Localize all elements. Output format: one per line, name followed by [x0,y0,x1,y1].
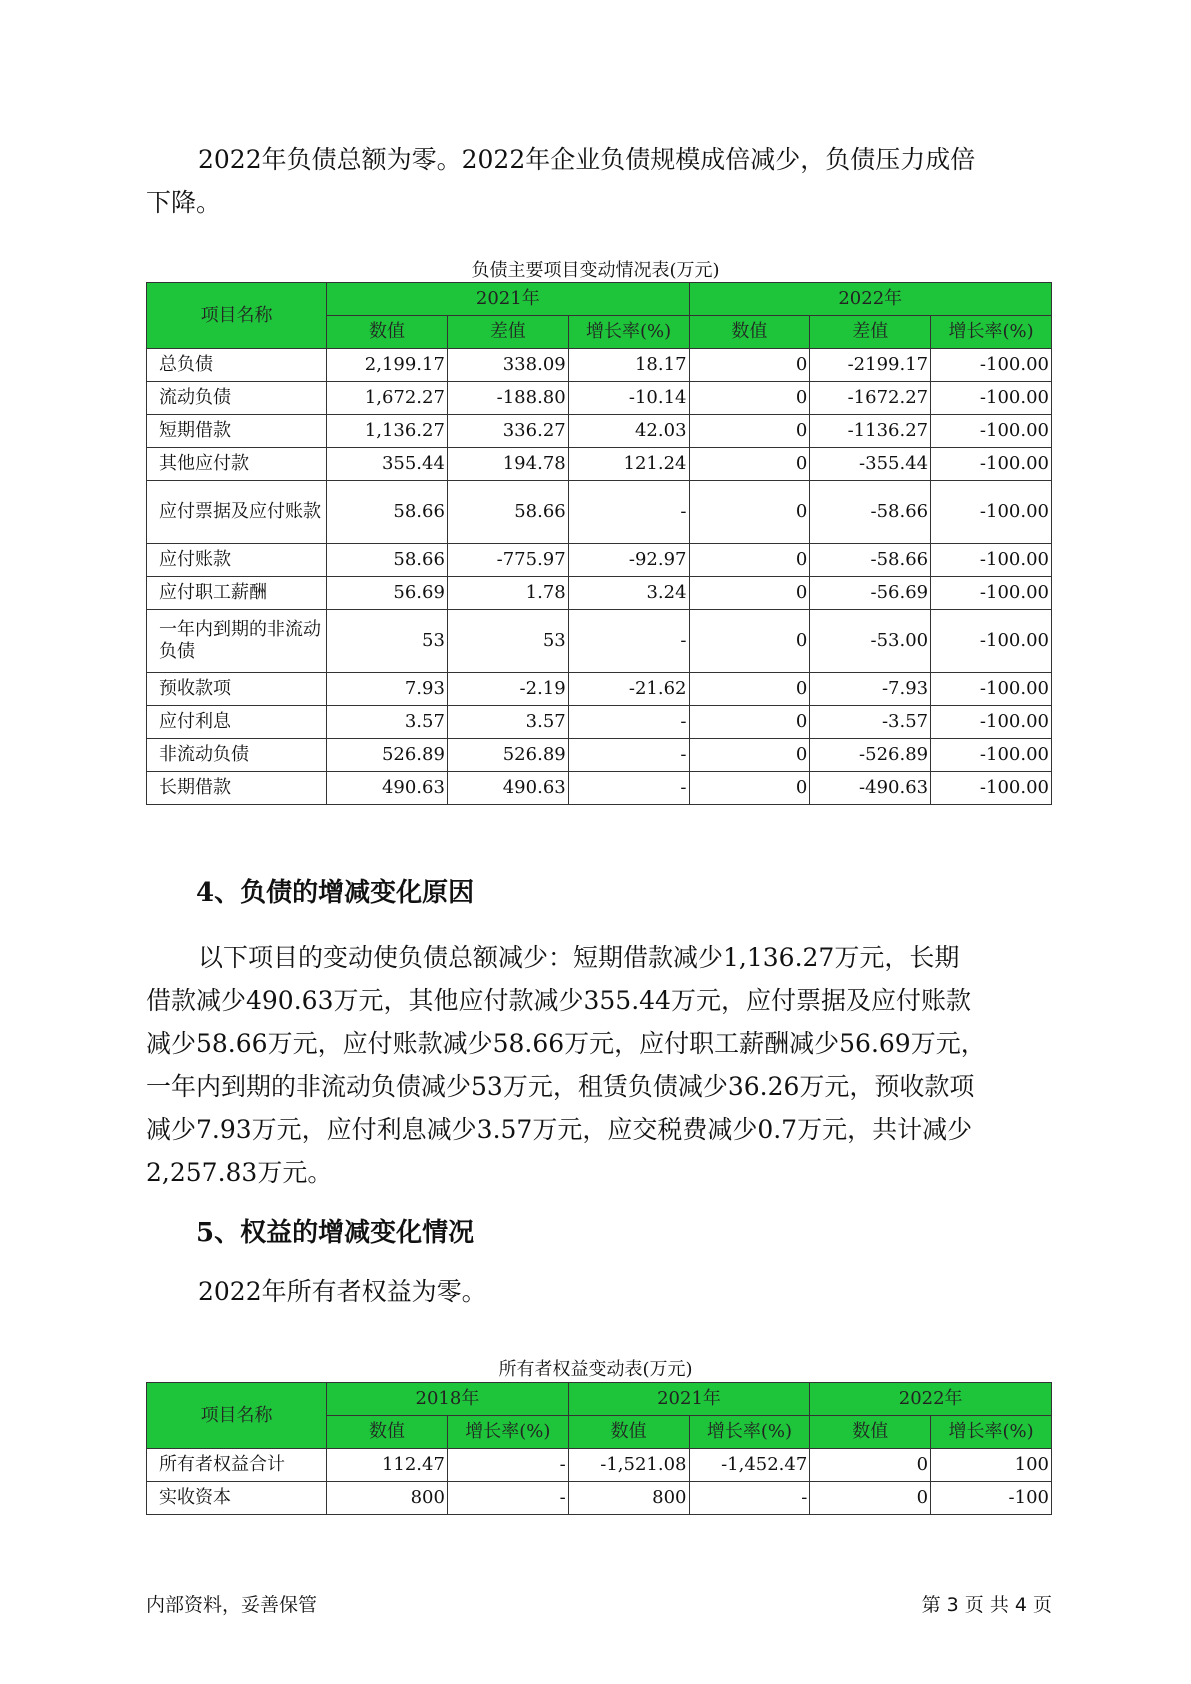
cell: 336.27 [447,415,568,448]
paragraph-line: 减少58.66万元，应付账款减少58.66万元，应付职工薪酬减少56.69万元， [146,1029,986,1058]
cell: -526.89 [810,739,931,772]
table-row [147,577,1052,610]
cell: 0 [689,772,810,805]
cell: - [568,739,689,772]
footer-page-number: 第 3 页 共 4 页 [921,1594,1052,1616]
header-item-name: 项目名称 [147,283,327,349]
cell: -92.97 [568,544,689,577]
row-name: 短期借款 [147,415,327,448]
cell: -1672.27 [810,382,931,415]
cell: -100.00 [931,448,1052,481]
cell: 1,136.27 [327,415,448,448]
cell: -1,452.47 [689,1449,810,1482]
equity-table [146,1382,1052,1515]
table-row [147,1482,1052,1515]
table-row [147,673,1052,706]
cell: 526.89 [447,739,568,772]
cell: 0 [689,448,810,481]
cell: 0 [689,577,810,610]
cell: 0 [689,544,810,577]
cell: -21.62 [568,673,689,706]
row-name: 一年内到期的非流动负债 [147,610,327,673]
table-row [147,772,1052,805]
header-year-2022: 2022年 [810,1383,1052,1416]
cell: 800 [327,1482,448,1515]
cell: 0 [689,382,810,415]
cell: 18.17 [568,349,689,382]
intro-paragraph [146,138,1051,224]
cell: -355.44 [810,448,931,481]
header-year-2021: 2021年 [327,283,689,316]
cell: 0 [689,481,810,544]
table-row [147,349,1052,382]
cell: - [568,706,689,739]
cell: 0 [689,673,810,706]
header-year-2021: 2021年 [568,1383,810,1416]
table-row [147,415,1052,448]
row-name: 应付利息 [147,706,327,739]
row-name: 总负债 [147,349,327,382]
table-row [147,382,1052,415]
cell: 0 [810,1449,931,1482]
header-rate: 增长率(%) [568,316,689,349]
cell: -490.63 [810,772,931,805]
cell: 0 [689,349,810,382]
cell: -100.00 [931,610,1052,673]
cell: -100.00 [931,481,1052,544]
section-4-paragraph [146,936,1051,1194]
cell: 338.09 [447,349,568,382]
cell: 121.24 [568,448,689,481]
cell: - [447,1482,568,1515]
row-name: 预收款项 [147,673,327,706]
cell: -3.57 [810,706,931,739]
cell: 58.66 [327,544,448,577]
cell: 490.63 [447,772,568,805]
cell: -100.00 [931,544,1052,577]
header-item-name: 项目名称 [147,1383,327,1449]
header-value: 数值 [327,316,448,349]
liability-table-caption: 负债主要项目变动情况表(万元) [471,260,720,281]
cell: -2199.17 [810,349,931,382]
cell: 1.78 [447,577,568,610]
row-name: 其他应付款 [147,448,327,481]
cell: 7.93 [327,673,448,706]
cell: -2.19 [447,673,568,706]
paragraph-line: 以下项目的变动使负债总额减少：短期借款减少1,136.27万元，长期 [198,943,960,972]
cell: 0 [810,1482,931,1515]
table-row [147,610,1052,673]
cell: -58.66 [810,481,931,544]
cell: -100.00 [931,739,1052,772]
cell: 0 [689,739,810,772]
section-5-paragraph [146,1270,1051,1313]
cell: -1136.27 [810,415,931,448]
row-name: 所有者权益合计 [147,1449,327,1482]
cell: -100.00 [931,577,1052,610]
row-name: 实收资本 [147,1482,327,1515]
intro-line-1: 2022年负债总额为零。2022年企业负债规模成倍减少，负债压力成倍 [198,145,976,174]
cell: 56.69 [327,577,448,610]
cell: 355.44 [327,448,448,481]
table-row [147,481,1052,544]
table-row [147,448,1052,481]
section-5-heading: 5、权益的增减变化情况 [196,1218,475,1248]
equity-table-caption: 所有者权益变动表(万元) [498,1359,693,1380]
liability-table [146,282,1052,805]
cell: 0 [689,415,810,448]
paragraph-line: 一年内到期的非流动负债减少53万元，租赁负债减少36.26万元，预收款项 [146,1072,975,1101]
table-row [147,544,1052,577]
cell: -10.14 [568,382,689,415]
cell: 800 [568,1482,689,1515]
header-value: 数值 [689,316,810,349]
cell: - [689,1482,810,1515]
cell: 58.66 [447,481,568,544]
cell: 2,199.17 [327,349,448,382]
cell: 194.78 [447,448,568,481]
paragraph-line: 2,257.83万元。 [146,1158,333,1187]
cell: - [447,1449,568,1482]
cell: -775.97 [447,544,568,577]
cell: 1,672.27 [327,382,448,415]
cell: 58.66 [327,481,448,544]
cell: -100.00 [931,349,1052,382]
cell: 42.03 [568,415,689,448]
header-rate: 增长率(%) [931,1416,1052,1449]
cell: -53.00 [810,610,931,673]
cell: -100.00 [931,415,1052,448]
header-value: 数值 [810,1416,931,1449]
header-year-2018: 2018年 [327,1383,569,1416]
row-name: 应付账款 [147,544,327,577]
cell: - [568,610,689,673]
cell: 3.57 [327,706,448,739]
row-name: 非流动负债 [147,739,327,772]
cell: -100.00 [931,382,1052,415]
cell: -100 [931,1482,1052,1515]
table-row [147,739,1052,772]
table-row [147,1449,1052,1482]
cell: 53 [327,610,448,673]
cell: -58.66 [810,544,931,577]
cell: 100 [931,1449,1052,1482]
footer-confidential-note: 内部资料，妥善保管 [146,1594,318,1616]
cell: -1,521.08 [568,1449,689,1482]
section-4-heading: 4、负债的增减变化原因 [196,878,475,908]
header-diff: 差值 [810,316,931,349]
cell: -7.93 [810,673,931,706]
cell: 526.89 [327,739,448,772]
row-name: 应付职工薪酬 [147,577,327,610]
cell: -188.80 [447,382,568,415]
cell: -100.00 [931,673,1052,706]
header-rate: 增长率(%) [689,1416,810,1449]
header-rate: 增长率(%) [447,1416,568,1449]
cell: 490.63 [327,772,448,805]
cell: - [568,772,689,805]
cell: - [568,481,689,544]
cell: 3.24 [568,577,689,610]
header-value: 数值 [327,1416,448,1449]
cell: -100.00 [931,706,1052,739]
paragraph-line: 2022年所有者权益为零。 [198,1277,487,1306]
header-diff: 差值 [447,316,568,349]
paragraph-line: 借款减少490.63万元，其他应付款减少355.44万元，应付票据及应付账款 [146,986,971,1015]
table-row [147,706,1052,739]
row-name: 长期借款 [147,772,327,805]
cell: 0 [689,610,810,673]
cell: 53 [447,610,568,673]
row-name: 应付票据及应付账款 [147,481,327,544]
header-year-2022: 2022年 [689,283,1051,316]
row-name: 流动负债 [147,382,327,415]
header-rate: 增长率(%) [931,316,1052,349]
cell: -100.00 [931,772,1052,805]
cell: 3.57 [447,706,568,739]
intro-line-2: 下降。 [146,188,222,217]
header-value: 数值 [568,1416,689,1449]
cell: 0 [689,706,810,739]
cell: 112.47 [327,1449,448,1482]
paragraph-line: 减少7.93万元，应付利息减少3.57万元，应交税费减少0.7万元，共计减少 [146,1115,973,1144]
cell: -56.69 [810,577,931,610]
